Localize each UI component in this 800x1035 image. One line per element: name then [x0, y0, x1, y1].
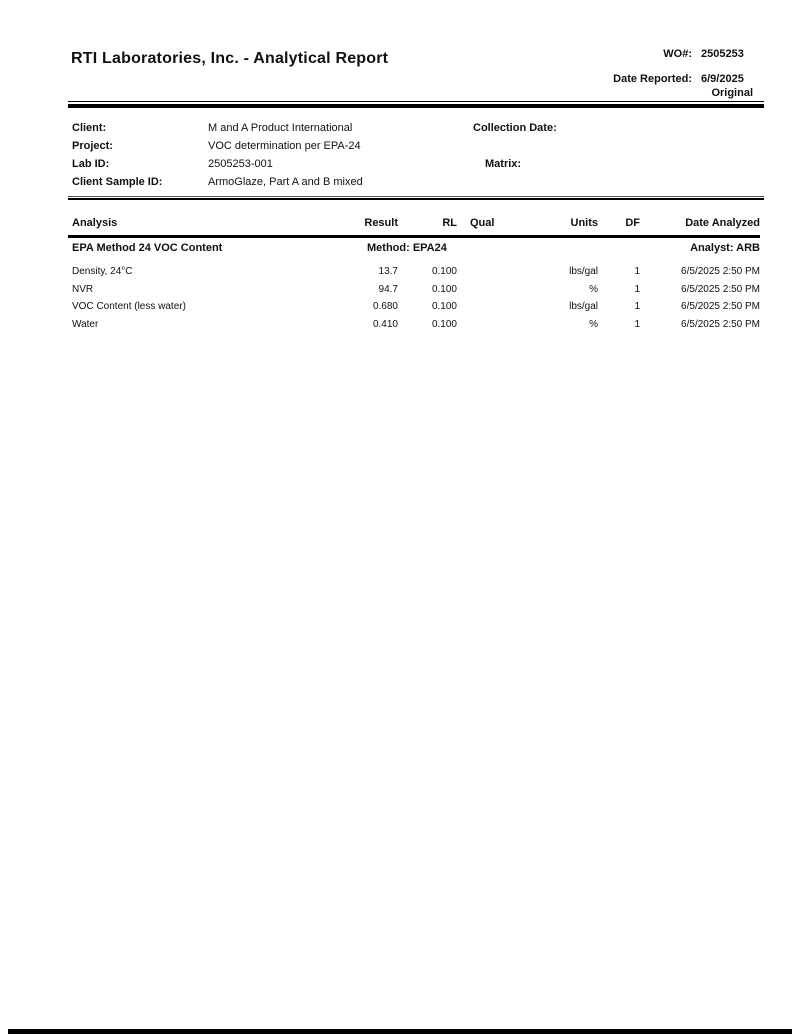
client-value: M and A Product International [208, 122, 353, 134]
cell-date-analyzed: 6/5/2025 2:50 PM [681, 301, 760, 312]
cell-date-analyzed: 6/5/2025 2:50 PM [681, 266, 760, 277]
table-row [68, 298, 760, 316]
cell-result: 0.680 [372, 301, 398, 312]
page-title: RTI Laboratories, Inc. - Analytical Report [71, 50, 389, 67]
page-bottom-edge-bar [8, 1029, 792, 1034]
table-row [68, 281, 760, 299]
method-section-analyst: Analyst: ARB [690, 242, 760, 254]
cell-result: 94.7 [378, 283, 398, 295]
table-row [68, 316, 760, 334]
cell-rl: 0.100 [431, 266, 457, 277]
method-section-method: Method: EPA24 [367, 242, 447, 254]
client-sample-id-row [70, 175, 764, 193]
method-section-name: EPA Method 24 VOC Content [72, 242, 223, 254]
header-divider-rule [68, 101, 764, 108]
cell-qual [457, 263, 505, 281]
col-header-analysis: Analysis [72, 217, 118, 229]
cell-qual [457, 298, 505, 316]
cell-units: lbs/gal [569, 301, 598, 312]
date-reported-value: 6/9/2025 [701, 73, 744, 85]
col-header-result: Result [364, 217, 398, 229]
lab-id-row [70, 157, 764, 175]
project-label: Project: [72, 140, 113, 152]
client-sample-id-label: Client Sample ID: [72, 176, 163, 188]
revision-row [613, 87, 753, 100]
cell-rl: 0.100 [431, 283, 457, 295]
cell-df: 1 [634, 318, 640, 330]
date-reported-row [613, 73, 753, 86]
cell-units: % [589, 283, 598, 295]
cell-rl: 0.100 [431, 318, 457, 330]
cell-df: 1 [634, 266, 640, 277]
col-header-df: DF [625, 217, 640, 229]
header-right-block [613, 48, 753, 100]
cell-result: 0.410 [372, 318, 398, 330]
table-row [68, 263, 760, 281]
cell-qual [457, 281, 505, 299]
wo-label: WO#: [663, 48, 692, 60]
cell-date-analyzed: 6/5/2025 2:50 PM [681, 318, 760, 330]
results-table [68, 216, 760, 333]
sample-info-divider-rule [68, 196, 764, 200]
project-value: VOC determination per EPA-24 [208, 140, 361, 152]
cell-df: 1 [634, 283, 640, 295]
matrix-label: Matrix: [485, 158, 522, 170]
method-section-row [68, 238, 760, 257]
cell-rl: 0.100 [431, 301, 457, 312]
cell-analysis: Water [72, 318, 99, 330]
cell-analysis: VOC Content (less water) [72, 301, 186, 312]
lab-id-value: 2505253-001 [208, 158, 273, 170]
cell-analysis: Density, 24°C [72, 266, 133, 277]
cell-units: % [589, 318, 598, 330]
project-row [70, 139, 764, 157]
client-sample-id-value: ArmoGlaze, Part A and B mixed [208, 176, 363, 188]
cell-qual [457, 316, 505, 334]
lab-id-label: Lab ID: [72, 158, 110, 170]
col-header-units: Units [570, 217, 598, 229]
cell-analysis: NVR [72, 283, 94, 295]
date-reported-label: Date Reported: [613, 73, 692, 85]
cell-date-analyzed: 6/5/2025 2:50 PM [681, 283, 760, 295]
cell-units: lbs/gal [569, 266, 598, 277]
collection-date-label: Collection Date: [473, 122, 557, 134]
results-table-body [68, 263, 760, 333]
col-header-rl: RL [442, 217, 457, 229]
results-table-header [68, 216, 760, 238]
sample-info-block [70, 121, 764, 193]
col-header-qual: Qual [470, 217, 495, 229]
revision-label: Original [711, 87, 753, 99]
client-label: Client: [72, 122, 107, 134]
client-row [70, 121, 764, 139]
cell-df: 1 [634, 301, 640, 312]
col-header-date-analyzed: Date Analyzed [685, 217, 760, 229]
wo-number: 2505253 [701, 48, 744, 60]
cell-result: 13.7 [378, 266, 398, 277]
work-order-row [613, 48, 753, 61]
